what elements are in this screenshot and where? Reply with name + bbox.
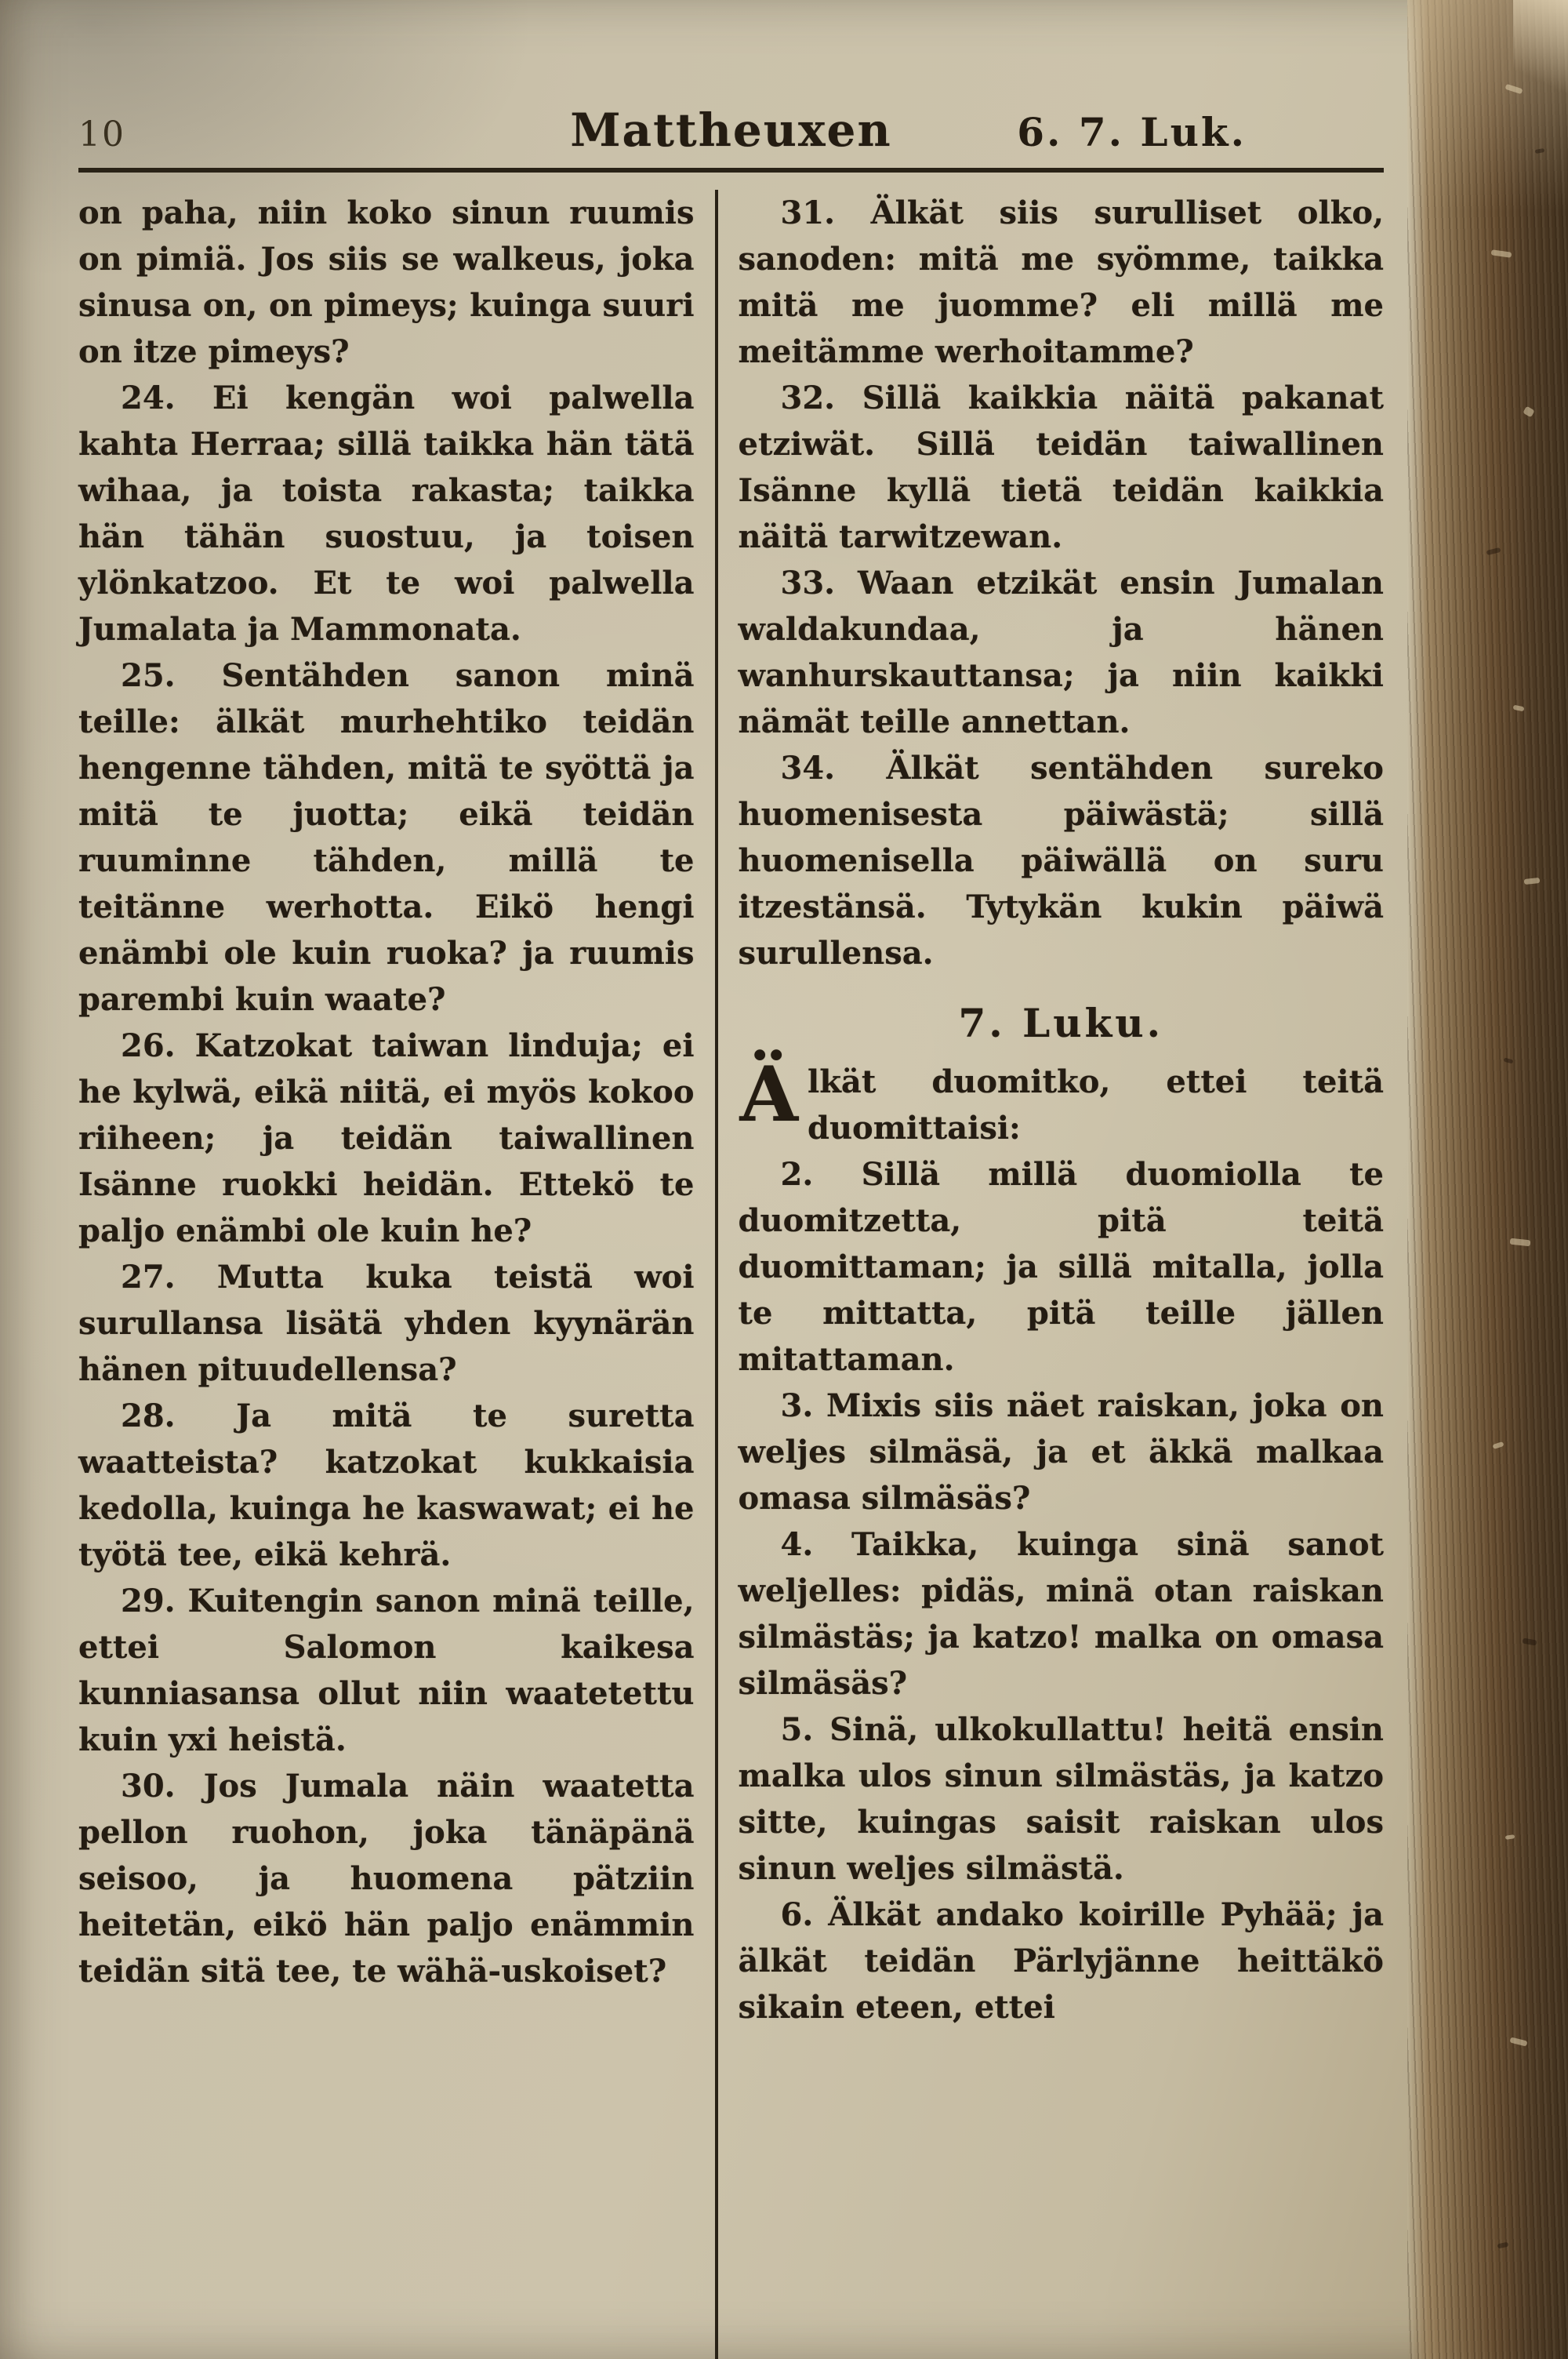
verse-5: 5. Sinä, ulkokullattu! heitä ensin malka ulos sinun silmästäs, ja katzo sitte, kuingas saisit raiskan ulos sinun weljes silmästä. <box>738 1711 1384 1887</box>
fore-edge-highlight <box>1513 0 1568 110</box>
page-number: 10 <box>78 114 125 154</box>
verse-25: 25. Sentähden sanon minä teille: älkät murhehtiko teidän hengenne tähden, mitä te syöttä ja mitä te juotta; eikä teidän ruuminne tähden, millä te teitänne werhotta. Eikö hengi enämbi ole kuin ruoka? ja ruumis parembi kuin waate? <box>78 657 695 1018</box>
page-header <box>78 104 1384 157</box>
page-edge-mark <box>1497 2242 1509 2249</box>
page-edge-mark <box>1523 1637 1537 1645</box>
verse-29: 29. Kuitengin sanon minä teille, ettei Salomon kaikesa kunniasansa ollut niin waatetettu kuin yxi heistä. <box>78 1583 695 1758</box>
header-right <box>892 109 1384 155</box>
verse-34: 34. Älkät sentähden sureko huomenisesta päiwästä; sillä huomenisella päiwällä on suru itzestänsä. Tytykän kukin päiwä surullensa. <box>738 750 1384 972</box>
page-edge-mark <box>1505 1834 1515 1840</box>
verse-32: 32. Sillä kaikkia näitä pakanat etziwät. Sillä teidän taiwallinen Isänne kyllä tietä teidän kaikkia näitä tarwitzewan. <box>738 380 1384 555</box>
page-edge-mark <box>1491 249 1512 258</box>
chapter-heading: 7. Luku. <box>958 1000 1164 1046</box>
page-edge-mark <box>1523 406 1534 418</box>
page-edge-mark <box>1524 878 1541 885</box>
drop-cap-initial: Ä <box>739 1050 798 1139</box>
page-edge-mark <box>1535 148 1545 154</box>
page-edge-mark <box>1509 2037 1527 2046</box>
chapter-reference: 6. 7. Luk. <box>1017 109 1247 155</box>
verse-2: 2. Sillä millä duomiolla te duomitzetta, pitä teitä duomittaman; ja sillä mitalla, jolla te mittatta, pitä teille jällen mitattaman. <box>738 1156 1384 1378</box>
verse-text-continuation: on paha, niin koko sinun ruumis on pimiä. Jos siis se walkeus, joka sinusa on, on pimeys; kuinga suuri on itze pimeys? <box>78 194 695 370</box>
page-edge-mark <box>1513 705 1525 712</box>
page-edge-mark <box>1492 1441 1504 1449</box>
page-edge-mark <box>1486 547 1501 555</box>
header-rule <box>78 168 1384 173</box>
verse-33: 33. Waan etzikät ensin Jumalan waldakundaa, ja hänen wanhurskauttansa; ja niin kaikki nämät teille annettan. <box>738 565 1384 740</box>
verse-28: 28. Ja mitä te suretta waatteista? katzokat kukkaisia kedolla, kuinga he kaswawat; ei he työtä tee, eikä kehrä. <box>78 1398 695 1573</box>
verse-3: 3. Mixis siis näet raiskan, joka on weljes silmäsä, ja et äkkä malkaa omasa silmäsäs? <box>738 1387 1384 1517</box>
verse-30: 30. Jos Jumala näin waatetta pellon ruohon, joka tänäpänä seisoo, ja huomena pätziin heitetän, eikö hän paljo enämmin teidän sitä tee, te wähä-uskoiset? <box>78 1768 695 1990</box>
verse-1 <box>739 1050 1384 1151</box>
page-edge-mark <box>1504 1057 1514 1063</box>
header-center <box>570 104 891 157</box>
verse-4: 4. Taikka, kuinga sinä sanot weljelles: pidäs, minä otan raiskan silmästäs; ja katzo! malka on omasa silmäsäs? <box>738 1526 1384 1702</box>
verse-26: 26. Katzokat taiwan linduja; ei he kylwä, eikä niitä, ei myös kokoo riiheen; ja teidän taiwallinen Isänne ruokki heidän. Ettekö te paljo enämbi ole kuin he? <box>78 1027 695 1249</box>
verse-31: 31. Älkät siis surulliset olko, sanoden: mitä me syömme, taikka mitä me juomme? eli millä me meitämme werhoitamme? <box>738 194 1384 370</box>
book-fore-edge <box>1407 0 1568 2359</box>
verse-24: 24. Ei kengän woi palwella kahta Herraa; sillä taikka hän tätä wihaa, ja toista rakasta; taikka hän tähän suostuu, ja toisen ylönkatzoo. Et te woi palwella Jumalata ja Mammonata. <box>78 380 695 648</box>
verse-6: 6. Älkät andako koirille Pyhää; ja älkät teidän Pärlyjänne heittäkö sikain eteen, ettei <box>738 1896 1384 2026</box>
verse-1-text: lkät duomitko, ettei teitä duomittaisi: <box>808 1063 1384 1147</box>
right-column <box>718 190 1384 2359</box>
text-columns <box>78 190 1384 2359</box>
header-left <box>78 114 570 154</box>
left-column <box>78 190 715 2359</box>
running-title: Mattheuxen <box>570 104 892 157</box>
page-edge-mark <box>1510 1238 1531 1247</box>
verse-27: 27. Mutta kuka teistä woi surullansa lisätä yhden kyynärän hänen pituudellensa? <box>78 1259 695 1388</box>
